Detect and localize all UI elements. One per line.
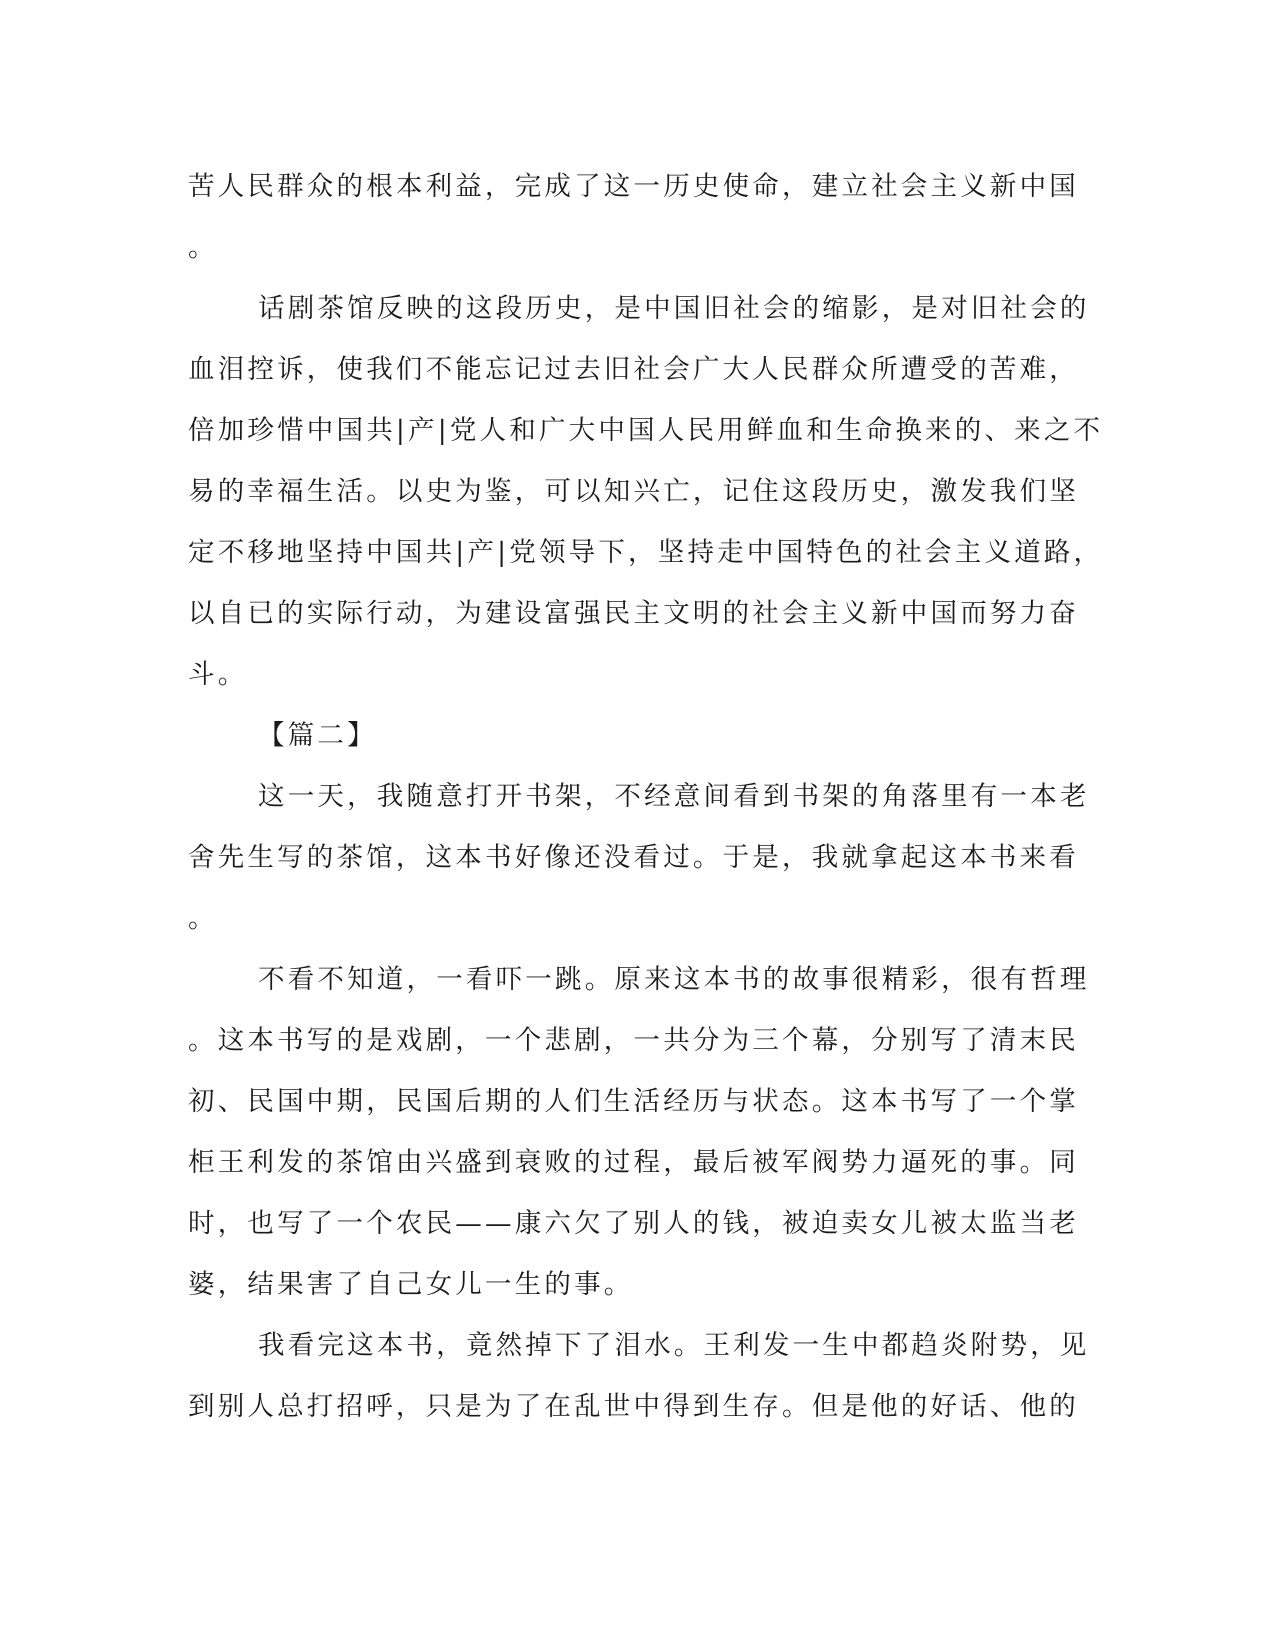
- paragraph-start-line: 话剧茶馆反映的这段历史，是中国旧社会的缩影，是对旧社会的: [258, 293, 1090, 324]
- text-line: 到别人总打招呼，只是为了在乱世中得到生存。但是他的好话、他的: [188, 1391, 1079, 1422]
- paragraph-start-line: 我看完这本书，竟然掉下了泪水。王利发一生中都趋炎附势，见: [258, 1330, 1090, 1361]
- text-line: 时，也写了一个农民——康六欠了别人的钱，被迫卖女儿被太监当老: [188, 1208, 1079, 1239]
- text-line: 。: [188, 232, 218, 263]
- text-line: 斗。: [188, 659, 248, 690]
- text-line: 以自已的实际行动，为建设富强民主文明的社会主义新中国而努力奋: [188, 598, 1079, 629]
- paragraph-start-line: 不看不知道，一看吓一跳。原来这本书的故事很精彩，很有哲理: [258, 964, 1090, 995]
- text-line: 易的幸福生活。以史为鉴，可以知兴亡，记住这段历史，激发我们坚: [188, 476, 1079, 507]
- text-line: 倍加珍惜中国共|产|党人和广大中国人民用鲜血和生命换来的、来之不: [188, 415, 1104, 446]
- text-line: 初、民国中期，民国后期的人们生活经历与状态。这本书写了一个掌: [188, 1086, 1079, 1117]
- text-line: 定不移地坚持中国共|产|党领导下，坚持走中国特色的社会主义道路，: [188, 537, 1104, 568]
- text-line: 柜王利发的茶馆由兴盛到衰败的过程，最后被军阀势力逼死的事。同: [188, 1147, 1079, 1178]
- text-line: 婆，结果害了自己女儿一生的事。: [188, 1269, 634, 1300]
- document-body: [188, 156, 1104, 1437]
- text-line: 。: [188, 903, 218, 934]
- text-line: 苦人民群众的根本利益，完成了这一历史使命，建立社会主义新中国: [188, 171, 1079, 202]
- section-heading: 【篇二】: [258, 720, 377, 751]
- text-line: 血泪控诉，使我们不能忘记过去旧社会广大人民群众所遭受的苦难，: [188, 354, 1079, 385]
- paragraph-start-line: 这一天，我随意打开书架，不经意间看到书架的角落里有一本老: [258, 781, 1090, 812]
- text-line: 。这本书写的是戏剧，一个悲剧，一共分为三个幕，分别写了清末民: [188, 1025, 1079, 1056]
- text-line: 舍先生写的茶馆，这本书好像还没看过。于是，我就拿起这本书来看: [188, 842, 1079, 873]
